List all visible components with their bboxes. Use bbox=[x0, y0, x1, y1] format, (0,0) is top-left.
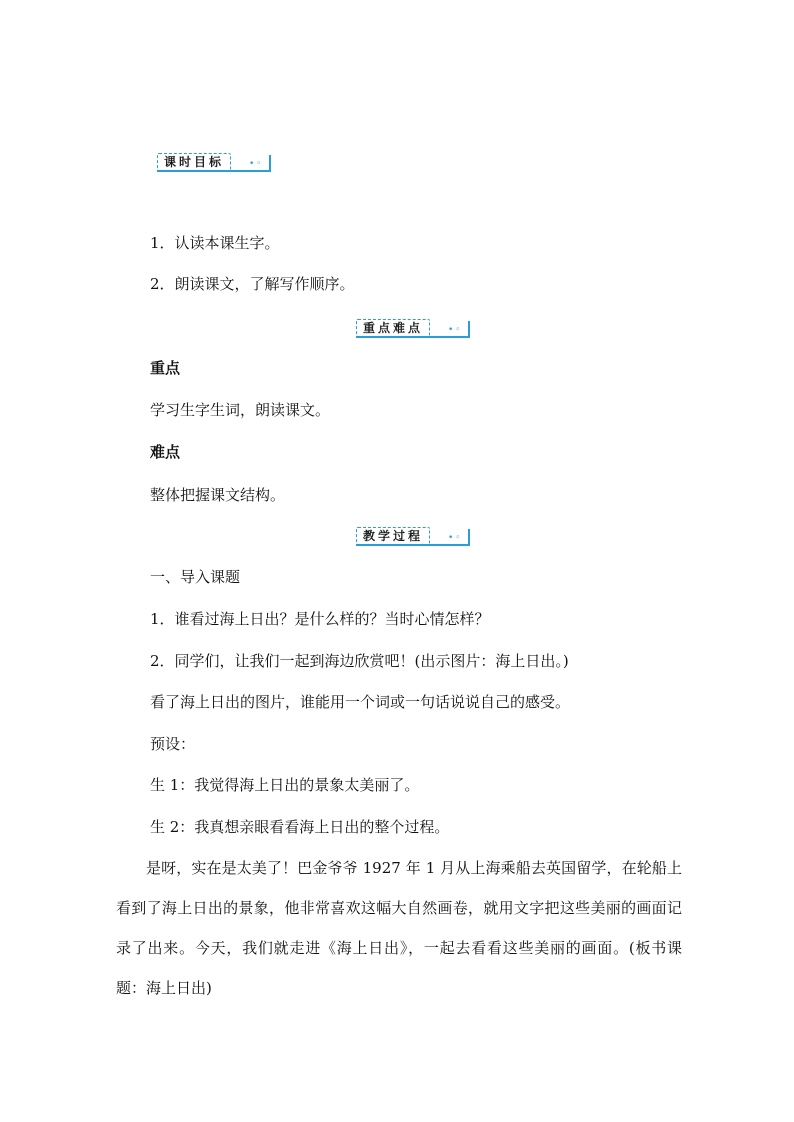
section-title-keypoints: 重点难点 bbox=[356, 319, 430, 337]
badge-end-bar bbox=[468, 529, 470, 546]
section-title-process: 教学过程 bbox=[356, 527, 430, 545]
section-badge-process bbox=[356, 527, 472, 549]
badge-dots-icon: •◦ bbox=[448, 533, 463, 543]
prompt-text: 看了海上日出的图片，谁能用一个词或一句话说说自己的感受。 bbox=[150, 693, 571, 711]
objective-item: 2．朗读课文，了解写作顺序。 bbox=[150, 275, 355, 293]
step-heading: 一、导入课题 bbox=[150, 568, 241, 586]
section-title-objectives: 课时目标 bbox=[157, 153, 231, 171]
key-text: 学习生字生词，朗读课文。 bbox=[150, 401, 331, 419]
section-badge-objectives bbox=[157, 153, 273, 175]
question-1: 1．谁看过海上日出？是什么样的？当时心情怎样？ bbox=[150, 610, 490, 628]
student-answer-2: 生 2：我真想亲眼看看海上日出的整个过程。 bbox=[150, 818, 450, 836]
difficulty-text: 整体把握课文结构。 bbox=[150, 486, 286, 504]
badge-underline bbox=[157, 170, 269, 172]
badge-underline bbox=[356, 544, 468, 546]
difficulty-label: 难点 bbox=[150, 443, 181, 461]
section-badge-keypoints bbox=[356, 319, 472, 341]
badge-end-bar bbox=[269, 155, 271, 172]
badge-dots-icon: •◦ bbox=[249, 159, 264, 169]
badge-end-bar bbox=[468, 321, 470, 338]
student-answer-1: 生 1：我觉得海上日出的景象太美丽了。 bbox=[150, 776, 420, 794]
badge-dots-icon: •◦ bbox=[448, 325, 463, 335]
intro-paragraph: 是呀，实在是太美了！巴金爷爷 1927 年 1 月从上海乘船去英国留学，在轮船上看到了海上日出的景象，他非常喜欢这幅大自然画卷，就用文字把这些美丽的画面记录了出来。今天，我们就走进《海上日出》，一起去看看这些美丽的画面。(板书课题：海上日出) bbox=[116, 859, 682, 997]
badge-underline bbox=[356, 336, 468, 338]
question-2: 2．同学们，让我们一起到海边欣赏吧！(出示图片：海上日出。) bbox=[150, 652, 569, 670]
objective-item: 1．认读本课生字。 bbox=[150, 234, 280, 252]
preset-label: 预设： bbox=[150, 735, 196, 753]
key-label: 重点 bbox=[150, 359, 181, 377]
